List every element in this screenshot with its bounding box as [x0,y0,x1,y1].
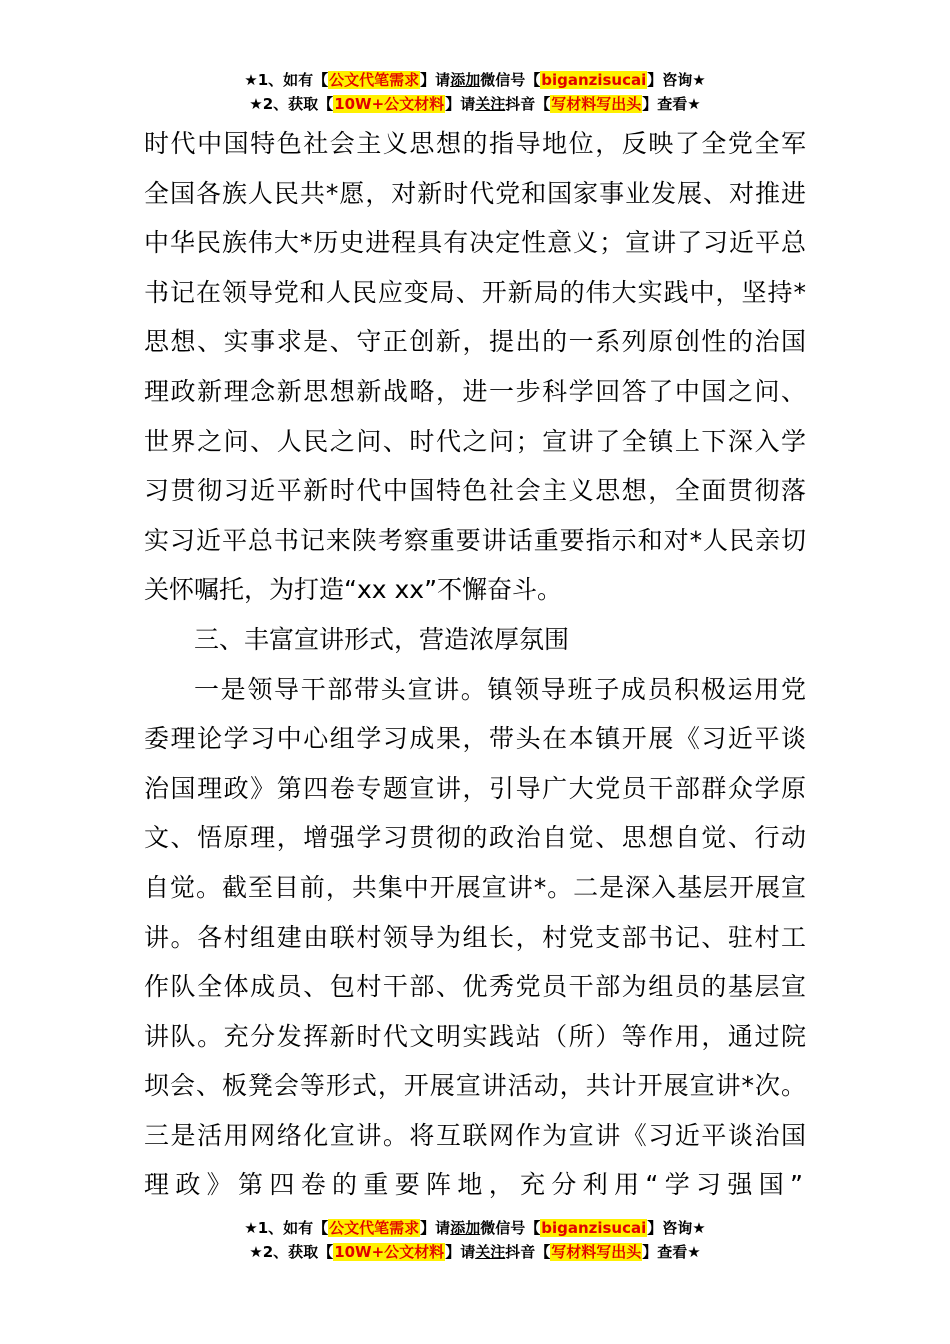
banner-highlight: 公文代笔需求 [329,71,420,89]
banner-line-1: ★1、如有【公文代笔需求】请添加微信号【biganzisucai】咨询★ [244,1219,706,1237]
banner-highlight: 10W+公文材料 [334,95,445,113]
section-heading: 三、丰富宣讲形式，营造浓厚氛围 [194,624,570,654]
banner-line-2: ★2、获取【10W+公文材料】请关注抖音【写材料写出头】查看★ [249,1243,701,1261]
text-line: 委理论学习中心组学习成果，带头在本镇开展《习近平谈 [144,724,806,754]
text-line: 讲。各村组建由联村领导为组长，村党支部书记、驻村工 [144,922,806,952]
text-line: 文、悟原理，增强学习贯彻的政治自觉、思想自觉、行动 [144,823,806,853]
text-line: 理政新理念新思想新战略，进一步科学回答了中国之问、 [144,376,806,406]
text-line: 习贯彻习近平新时代中国特色社会主义思想，全面贯彻落 [144,476,806,506]
text-line: 理政》第四卷的重要阵地，充分利用“学习强国” [144,1170,806,1200]
text-line: 一是领导干部带头宣讲。镇领导班子成员积极运用党 [194,674,806,704]
text-line: 自觉。截至目前，共集中开展宣讲*。二是深入基层开展宣 [144,872,806,902]
text-line: 全国各族人民共*愿，对新时代党和国家事业发展、对推进 [144,178,806,208]
header-banner [0,69,950,117]
banner-highlight: 写材料写出头 [551,1243,642,1261]
text-line: 坝会、板凳会等形式，开展宣讲活动，共计开展宣讲*次。 [144,1071,806,1101]
banner-highlight: 公文代笔需求 [329,1219,420,1237]
text-line: 实习近平总书记来陕考察重要讲话重要指示和对*人民亲切 [144,525,806,555]
banner-line-2: ★2、获取【10W+公文材料】请关注抖音【写材料写出头】查看★ [249,95,701,113]
text-line: 治国理政》第四卷专题宣讲，引导广大党员干部群众学原 [144,773,806,803]
banner-highlight: biganzisucai [541,1219,647,1237]
text-line: 关怀嘱托，为打造“xx xx”不懈奋斗。 [144,575,563,605]
text-line: 书记在领导党和人民应变局、开新局的伟大实践中，坚持* [144,277,806,307]
text-line: 作队全体成员、包村干部、优秀党员干部为组员的基层宣 [144,972,806,1002]
banner-highlight: 写材料写出头 [551,95,642,113]
document-body [144,119,806,1210]
text-line: 思想、实事求是、守正创新，提出的一系列原创性的治国 [144,327,806,357]
banner-highlight: 10W+公文材料 [334,1243,445,1261]
footer-banner [0,1217,950,1265]
text-line: 三是活用网络化宣讲。将互联网作为宣讲《习近平谈治国 [144,1120,806,1150]
text-line: 中华民族伟大*历史进程具有决定性意义；宣讲了习近平总 [144,228,806,258]
text-line: 世界之问、人民之问、时代之问；宣讲了全镇上下深入学 [144,426,806,456]
text-line: 讲队。充分发挥新时代文明实践站（所）等作用，通过院 [144,1021,806,1051]
banner-highlight: biganzisucai [541,71,647,89]
text-line: 时代中国特色社会主义思想的指导地位，反映了全党全军 [144,129,806,158]
banner-line-1: ★1、如有【公文代笔需求】请添加微信号【biganzisucai】咨询★ [244,71,706,89]
